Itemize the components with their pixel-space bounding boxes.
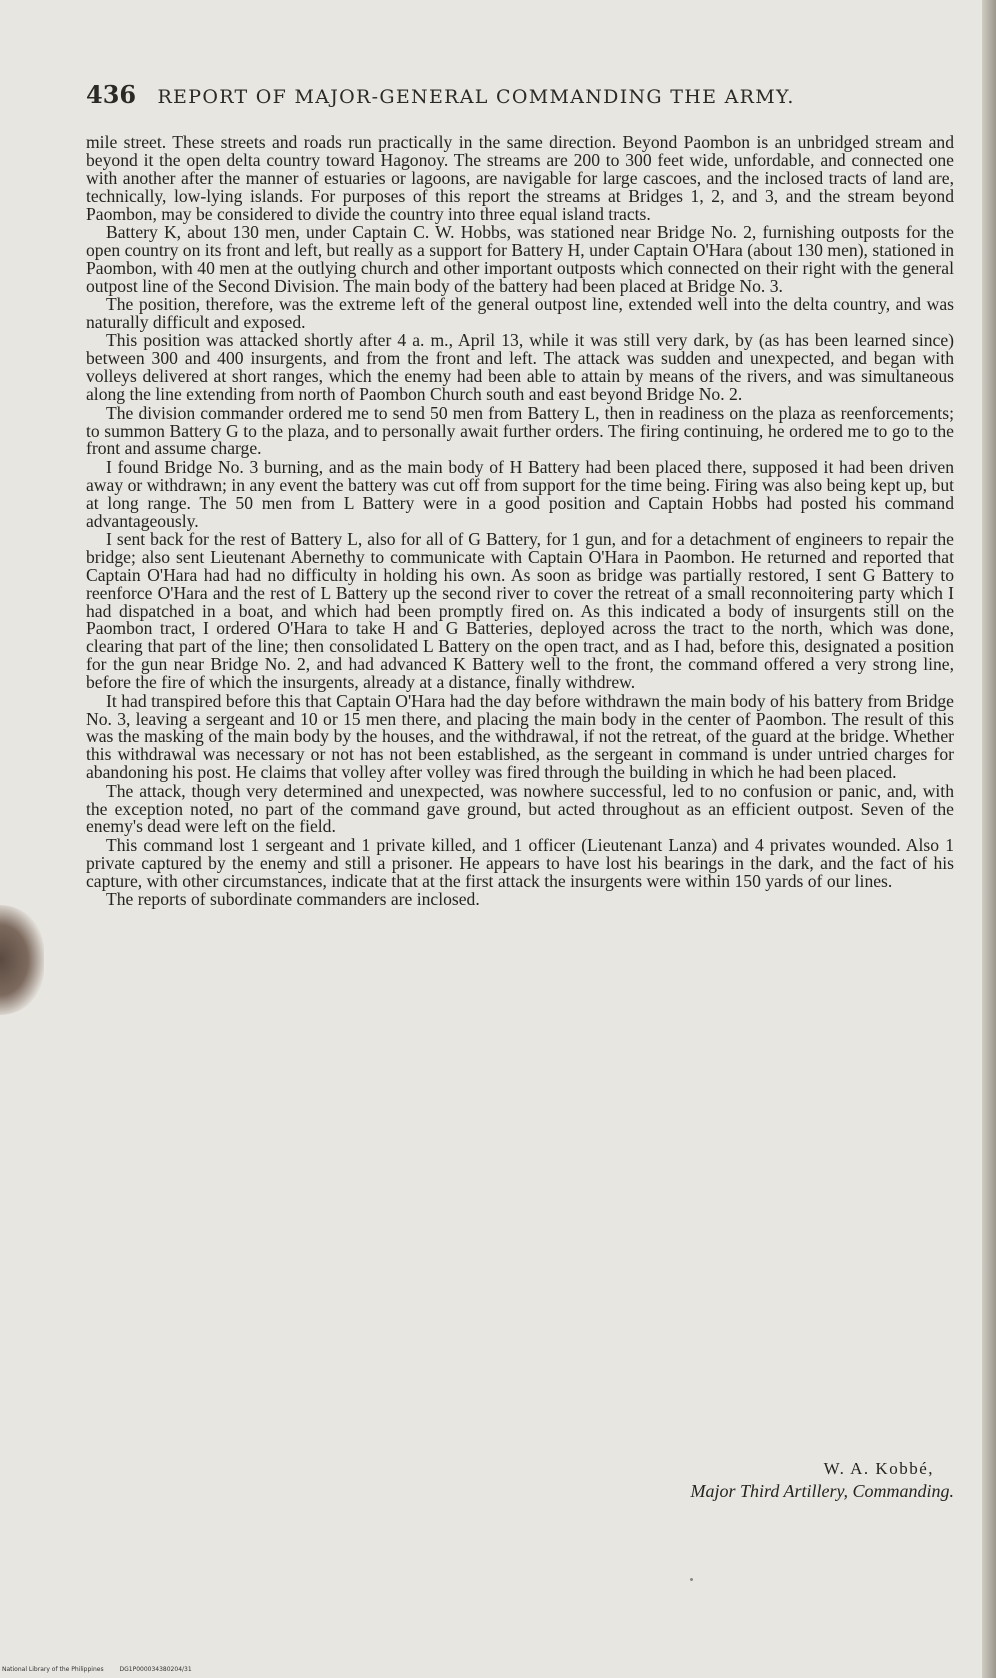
scan-footer [2, 1666, 206, 1673]
paragraph: This position was attacked shortly after 4 a. m., April 13, while it was still very dark, by (as has been learned since) between 300 and 400 insurgents, and from the front and left. The attack was sudden and unexpected, and began with volleys delivered at short ranges, which the enemy had been able to attain by means of the rivers, and was simultaneous along the line extending from north of Paombon Church south and east beyond Bridge No. 2. [86, 330, 954, 405]
library-name: National Library of the Philippines [2, 1666, 104, 1673]
running-title: REPORT OF MAJOR-GENERAL COMMANDING THE ARMY. [157, 86, 795, 108]
paragraph: It had transpired before this that Captain O'Hara had the day before withdrawn the main body of his battery from Bridge No. 3, leaving a sergeant and 10 or 15 men there, and placing the main body in the center of Paombon. The result of this was the masking of the main body by the houses, and the withdrawal, if not the retreat, of the guard at the bridge. Whether this withdrawal was necessary or not has not been established, as the sergeant in command is under untried charges for abandoning his post. He claims that volley after volley was fired through the building in which he had been placed. [86, 690, 954, 783]
paragraph: I found Bridge No. 3 burning, and as the main body of H Battery had been placed there, supposed it had been driven away or withdrawn; in any event the battery was cut off from support for the time being. Firing was also being kept up, but at long range. The 50 men from L Battery were in a good position and Captain Hobbs had posted his command advantageously. [86, 456, 954, 531]
paragraph: The division commander ordered me to send 50 men from Battery L, then in readiness on the plaza as reenforcements; to summon Battery G to the plaza, and to personally await further orders. The firing continuing, he ordered me to go to the front and assume charge. [86, 402, 954, 459]
paragraph: The reports of subordinate commanders are inclosed. [106, 889, 480, 910]
book-spine-shadow [982, 0, 996, 1678]
thumb-shadow [0, 905, 44, 1015]
paragraph: This command lost 1 sergeant and 1 private killed, and 1 officer (Lieutenant Lanza) and 4 privates wounded. Also 1 private captured by the enemy and still a prisoner. He appears to have lost his bearings in the dark, and the fact of his capture, with other circumstances, indicate that at the first attack the insurgents were within 150 yards of our lines. [86, 834, 954, 891]
paragraph: The position, therefore, was the extreme left of the general outpost line, extended well into the delta country, and was naturally difficult and exposed. [86, 294, 954, 333]
report-body [86, 134, 954, 909]
page-number: 436 [86, 80, 137, 109]
signatory-title: Major Third Artillery, Commanding. [690, 1481, 954, 1501]
signatory-name: W. A. Kobbé, [823, 1459, 934, 1478]
paragraph: mile street. These streets and roads run practically in the same direction. Beyond Paombon is an unbridged stream and beyond it the open delta country toward Hagonoy. The streams are 200 to 300 feet wide, unfordable, and connected one with another after the manner of estuaries or lagoons, are navigable for large cascoes, and the inclosed tracts of land are, technically, low-lying islands. For purposes of this report the streams at Bridges 1, 2, and 3, and the stream beyond Paombon, may be considered to divide the country into three equal island tracts. [86, 132, 954, 224]
paragraph: The attack, though very determined and unexpected, was nowhere successful, led to no confusion or panic, and, with the exception noted, no part of the command gave ground, but acted throughout as an efficient outpost. Seven of the enemy's dead were left on the field. [86, 780, 954, 837]
paragraph: I sent back for the rest of Battery L, also for all of G Battery, for 1 gun, and for a detachment of engineers to repair the bridge; also sent Lieutenant Abernethy to communicate with Captain O'Hara in Paombon. He returned and reported that Captain O'Hara had had no difficulty in holding his own. As soon as bridge was partially restored, I sent G Battery to reenforce O'Hara and the rest of L Battery up the second river to cover the retreat of a small reconnoitering party which I had dispatched in a boat, and which had been promptly fired on. As this indicated a body of insurgents still on the Paombon tract, I ordered O'Hara to take H and G Batteries, deployed across the tract to the north, which was done, clearing that part of the line; then consolidated L Battery on the open tract, and as I had, before this, designated a position for the gun near Bridge No. 2, and had advanced K Battery well to the front, the command offered a very strong line, before the fire of which the insurgents, already at a distance, finally withdrew. [86, 528, 954, 693]
running-header [86, 80, 886, 109]
print-speck [690, 1578, 693, 1581]
signature-block [560, 1458, 954, 1502]
scan-identifier: DG1P000034380204/31 [119, 1666, 192, 1673]
paragraph: Battery K, about 130 men, under Captain C. W. Hobbs, was stationed near Bridge No. 2, furnishing outposts for the open country on its front and left, but really as a support for Battery H, under Captain O'Hara (about 130 men), stationed in Paombon, with 40 men at the outlying church and other important outposts which connected on their right with the general outpost line of the Second Division. The main body of the battery had been placed at Bridge No. 3. [86, 222, 954, 296]
